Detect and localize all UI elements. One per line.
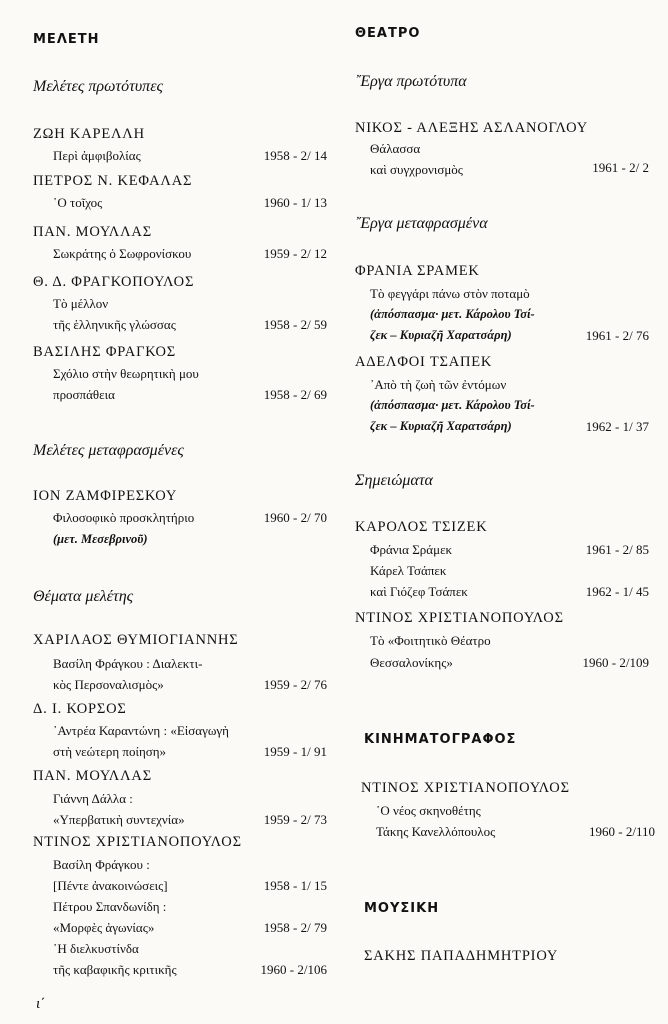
entry-author: ΧΑΡΙΛΑΟΣ ΘΥΜΙΟΓΙΑΝΝΗΣ xyxy=(33,632,239,648)
entry-reference: 1958 - 2/ 69 xyxy=(263,387,327,402)
entry-title-line: καὶ συγχρονισμὸς xyxy=(370,162,463,177)
entry-title: Φιλοσοφικὸ προσκλητήριο xyxy=(53,510,195,525)
entry-author: ΝΙΚΟΣ - ΑΛΕΞΗΣ ΑΣΛΑΝΟΓΛΟΥ xyxy=(355,120,588,136)
entry-reference: 1960 - 2/ 70 xyxy=(263,510,327,525)
entry-title-line: Βασίλη Φράγκου : xyxy=(53,857,150,872)
entry-reference: 1958 - 2/ 59 xyxy=(263,317,327,332)
entry-title-line: καὶ Γιόζεφ Τσάπεκ xyxy=(370,584,468,599)
entry-title-line: Θεσσαλονίκης» xyxy=(370,655,453,670)
entry-author: ΚΑΡΟΛΟΣ ΤΣΙΖΕΚ xyxy=(355,519,488,535)
subheading-study-topics: Θέματα μελέτης xyxy=(33,588,134,605)
entry-author: ΒΑΣΙΛΗΣ ΦΡΑΓΚΟΣ xyxy=(33,344,177,360)
entry-title-line: Τάκης Κανελλόπουλος xyxy=(376,824,496,839)
entry-reference: 1960 - 2/109 xyxy=(582,655,649,670)
entry-reference: 1960 - 1/ 13 xyxy=(263,195,327,210)
entry-reference: 1958 - 2/ 79 xyxy=(263,920,327,935)
section-title-theatro: ΘΕΑΤΡΟ xyxy=(355,26,421,41)
subheading-translated-studies: Μελέτες μεταφρασμένες xyxy=(33,442,184,459)
entry-reference: 1960 - 2/110 xyxy=(589,824,655,839)
section-title-mousiki: ΜΟΥΣΙΚΗ xyxy=(364,901,440,916)
entry-title-line: [Πέντε ἀνακοινώσεις] xyxy=(53,878,168,893)
entry-author: ΠΑΝ. ΜΟΥΛΛΑΣ xyxy=(33,768,152,784)
entry-translator-note: ζεκ – Κυριαζῆ Χαρατσάρη) xyxy=(370,328,512,342)
subheading-notes: Σημειώματα xyxy=(355,472,433,489)
entry-title-line: Βασίλη Φράγκου : Διαλεκτι- xyxy=(53,656,203,671)
entry-title-line: Τὸ μέλλον xyxy=(53,296,109,311)
entry-author: ΠΑΝ. ΜΟΥΛΛΑΣ xyxy=(33,224,152,240)
entry-title-line: ᾿Αντρέα Καραντώνη : «Εἰσαγωγὴ xyxy=(53,723,229,738)
entry-title-line: ᾿Απὸ τὴ ζωὴ τῶν ἐντόμων xyxy=(370,377,507,392)
entry-reference: 1961 - 2/ 2 xyxy=(592,160,649,175)
entry-translator-note: (μετ. Μεσεβρινοῦ) xyxy=(53,532,148,546)
entry-reference: 1960 - 2/106 xyxy=(260,962,327,977)
entry-title-line: Θάλασσα xyxy=(370,141,421,156)
entry-title-line: Κάρελ Τσάπεκ xyxy=(370,563,447,578)
entry-reference: 1959 - 2/ 76 xyxy=(263,677,327,692)
entry-author: Θ. Δ. ΦΡΑΓΚΟΠΟΥΛΟΣ xyxy=(33,274,195,290)
entry-translator-note: (ἀπόσπασμα· μετ. Κάρολου Τσί- xyxy=(370,398,535,412)
entry-title-line: στὴ νεώτερη ποίηση» xyxy=(53,744,167,759)
entry-reference: 1961 - 2/ 76 xyxy=(585,328,649,343)
entry-author: ΠΕΤΡΟΣ Ν. ΚΕΦΑΛΑΣ xyxy=(33,173,193,189)
entry-title-line: ῾Ο νέος σκηνοθέτης xyxy=(376,803,481,818)
entry-author: ΖΩΗ ΚΑΡΕΛΛΗ xyxy=(33,126,145,142)
subheading-translated-works: ῎Εργα μεταφρασμένα xyxy=(355,215,488,232)
entry-title-line: Σχόλιο στὴν θεωρητικὴ μου xyxy=(53,366,199,381)
entry-reference: 1959 - 2/ 73 xyxy=(263,812,327,827)
entry-title-line: Πέτρου Σπανδωνίδη : xyxy=(53,899,167,914)
entry-translator-note: ζεκ – Κυριαζῆ Χαρατσάρη) xyxy=(370,419,512,433)
entry-author: ΑΔΕΛΦΟΙ ΤΣΑΠΕΚ xyxy=(355,354,493,370)
entry-title-line: Φράνια Σράμεκ xyxy=(370,542,453,557)
entry-author: ΦΡΑΝΙΑ ΣΡΑΜΕΚ xyxy=(355,263,480,279)
section-title-kinimatografos: ΚΙΝΗΜΑΤΟΓΡΑΦΟΣ xyxy=(364,732,517,747)
entry-reference: 1962 - 1/ 45 xyxy=(585,584,649,599)
entry-title-line: Γιάννη Δάλλα : xyxy=(53,791,133,806)
entry-author: ΝΤΙΝΟΣ ΧΡΙΣΤΙΑΝΟΠΟΥΛΟΣ xyxy=(33,834,242,850)
entry-title: ῾Ο τοῖχος xyxy=(53,195,103,210)
entry-title-line: «Υπερβατικὴ συντεχνία» xyxy=(53,812,185,827)
entry-author: ΝΤΙΝΟΣ ΧΡΙΣΤΙΑΝΟΠΟΥΛΟΣ xyxy=(361,780,570,796)
entry-title-line: τῆς καβαφικῆς κριτικῆς xyxy=(53,962,177,977)
entry-translator-note: (ἀπόσπασμα· μετ. Κάρολου Τσί- xyxy=(370,307,535,321)
entry-title: Περὶ ἀμφιβολίας xyxy=(53,148,141,163)
section-title-meleti: ΜΕΛΕΤΗ xyxy=(33,32,100,47)
entry-title-line: Τὸ φεγγάρι πάνω στὸν ποταμὸ xyxy=(370,286,530,301)
entry-title-line: κὸς Περσοναλισμὸς» xyxy=(53,677,164,692)
entry-title-line: τῆς ἑλληνικῆς γλώσσας xyxy=(53,317,176,332)
subheading-original-studies: Μελέτες πρωτότυπες xyxy=(33,78,163,95)
entry-author: ΣΑΚΗΣ ΠΑΠΑΔΗΜΗΤΡΙΟΥ xyxy=(364,948,559,964)
entry-title: Σωκράτης ὁ Σωφρονίσκου xyxy=(53,246,192,261)
entry-reference: 1958 - 2/ 14 xyxy=(263,148,327,163)
entry-reference: 1962 - 1/ 37 xyxy=(585,419,649,434)
subheading-original-works: ῎Εργα πρωτότυπα xyxy=(355,73,467,90)
entry-reference: 1961 - 2/ 85 xyxy=(585,542,649,557)
entry-author: ΙΟΝ ΖΑΜΦΙΡΕΣΚΟΥ xyxy=(33,488,178,504)
entry-author: ΝΤΙΝΟΣ ΧΡΙΣΤΙΑΝΟΠΟΥΛΟΣ xyxy=(355,610,564,626)
entry-title-line: προσπάθεια xyxy=(53,387,115,402)
entry-reference: 1959 - 1/ 91 xyxy=(263,744,327,759)
entry-title-line: Τὸ «Φοιτητικὸ Θέατρο xyxy=(370,633,491,648)
entry-author: Δ. Ι. ΚΟΡΣΟΣ xyxy=(33,701,127,717)
entry-reference: 1959 - 2/ 12 xyxy=(263,246,327,261)
entry-title-line: ῾Η διελκυστίνδα xyxy=(53,941,139,956)
entry-reference: 1958 - 1/ 15 xyxy=(263,878,327,893)
entry-title-line: «Μορφὲς ἀγωνίας» xyxy=(53,920,155,935)
page-number: ι΄ xyxy=(36,996,46,1012)
